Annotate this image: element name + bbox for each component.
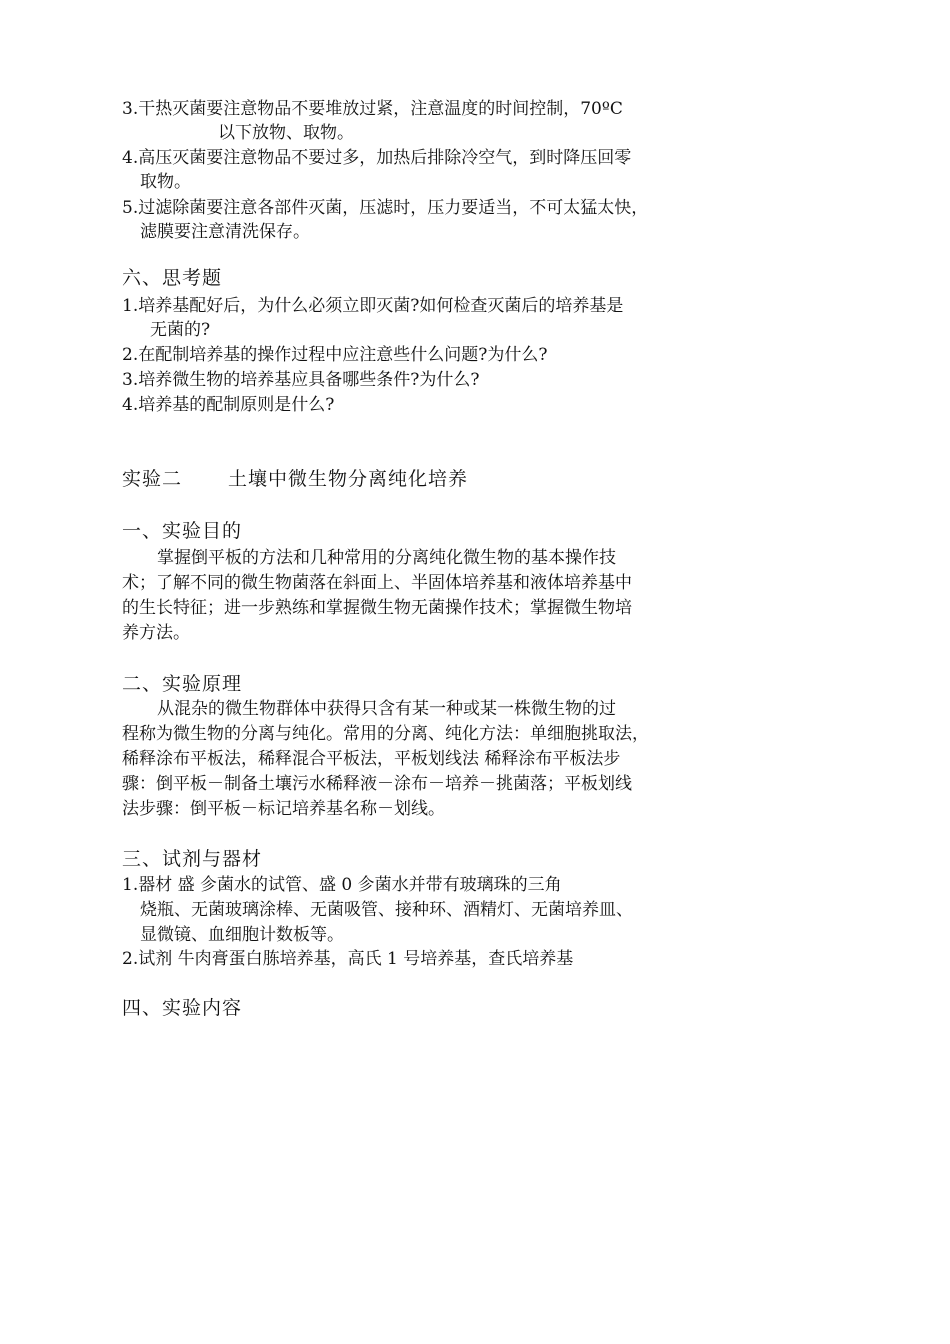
principle-line-2: 程称为微生物的分离与纯化。常用的分离、纯化方法：单细胞挑取法， <box>122 724 649 744</box>
question-3: 3.培养微生物的培养基应具备哪些条件?为什么? <box>122 370 480 390</box>
materials-line-2: 烧瓶、无菌玻璃涂棒、无菌吸管、接种环、酒精灯、无菌培养皿、 <box>140 900 633 920</box>
question-1-line-1: 1.培养基配好后，为什么必须立即灭菌?如何检查灭菌后的培养基是 <box>122 296 624 316</box>
section-heading-purpose: 一、实验目的 <box>122 520 243 542</box>
note-item-3-line-1: 3.干热灭菌要注意物品不要堆放过紧，注意温度的时间控制，70ºC <box>122 99 623 119</box>
materials-line-3: 显微镜、血细胞计数板等。 <box>140 925 344 945</box>
note-item-4-line-1: 4.高压灭菌要注意物品不要过多，加热后排除冷空气，到时降压回零 <box>122 148 632 168</box>
experiment-title <box>122 466 468 492</box>
experiment-number: 实验二 <box>122 468 183 490</box>
purpose-line-3: 的生长特征；进一步熟练和掌握微生物无菌操作技术；掌握微生物培 <box>122 598 632 618</box>
section-heading-questions: 六、思考题 <box>122 267 223 289</box>
section-heading-principle: 二、实验原理 <box>122 673 243 695</box>
purpose-line-2: 术；了解不同的微生物菌落在斜面上、半固体培养基和液体培养基中 <box>122 573 632 593</box>
principle-line-1: 从混杂的微生物群体中获得只含有某一种或某一株微生物的过 <box>157 699 616 719</box>
note-item-4-line-2: 取物。 <box>140 172 191 192</box>
purpose-line-1: 掌握倒平板的方法和几种常用的分离纯化微生物的基本操作技 <box>157 548 616 568</box>
section-heading-materials: 三、试剂与器材 <box>122 848 263 870</box>
materials-line-4: 2.试剂 牛肉膏蛋白胨培养基，高氏 1 号培养基，查氏培养基 <box>122 949 574 969</box>
note-item-5-line-1: 5.过滤除菌要注意各部件灭菌，压滤时，压力要适当，不可太猛太快， <box>122 198 649 218</box>
principle-line-5: 法步骤：倒平板－标记培养基名称－划线。 <box>122 799 445 819</box>
principle-line-4: 骤：倒平板－制备土壤污水稀释液－涂布－培养－挑菌落；平板划线 <box>122 774 632 794</box>
materials-line-1: 1.器材 盛 㐱菌水的试管、盛 0 㐱菌水并带有玻璃珠的三角 <box>122 875 562 895</box>
note-item-3-line-2: 以下放物、取物。 <box>218 123 354 143</box>
question-4: 4.培养基的配制原则是什么? <box>122 395 335 415</box>
purpose-line-4: 养方法。 <box>122 623 190 643</box>
principle-line-3: 稀释涂布平板法，稀释混合平板法，平板划线法 稀释涂布平板法步 <box>122 749 621 769</box>
note-item-5-line-2: 滤膜要注意清洗保存。 <box>140 222 310 242</box>
section-heading-content: 四、实验内容 <box>122 997 243 1019</box>
question-2: 2.在配制培养基的操作过程中应注意些什么问题?为什么? <box>122 345 548 365</box>
experiment-name: 土壤中微生物分离纯化培养 <box>228 468 469 490</box>
question-1-line-2: 无菌的? <box>150 320 211 340</box>
